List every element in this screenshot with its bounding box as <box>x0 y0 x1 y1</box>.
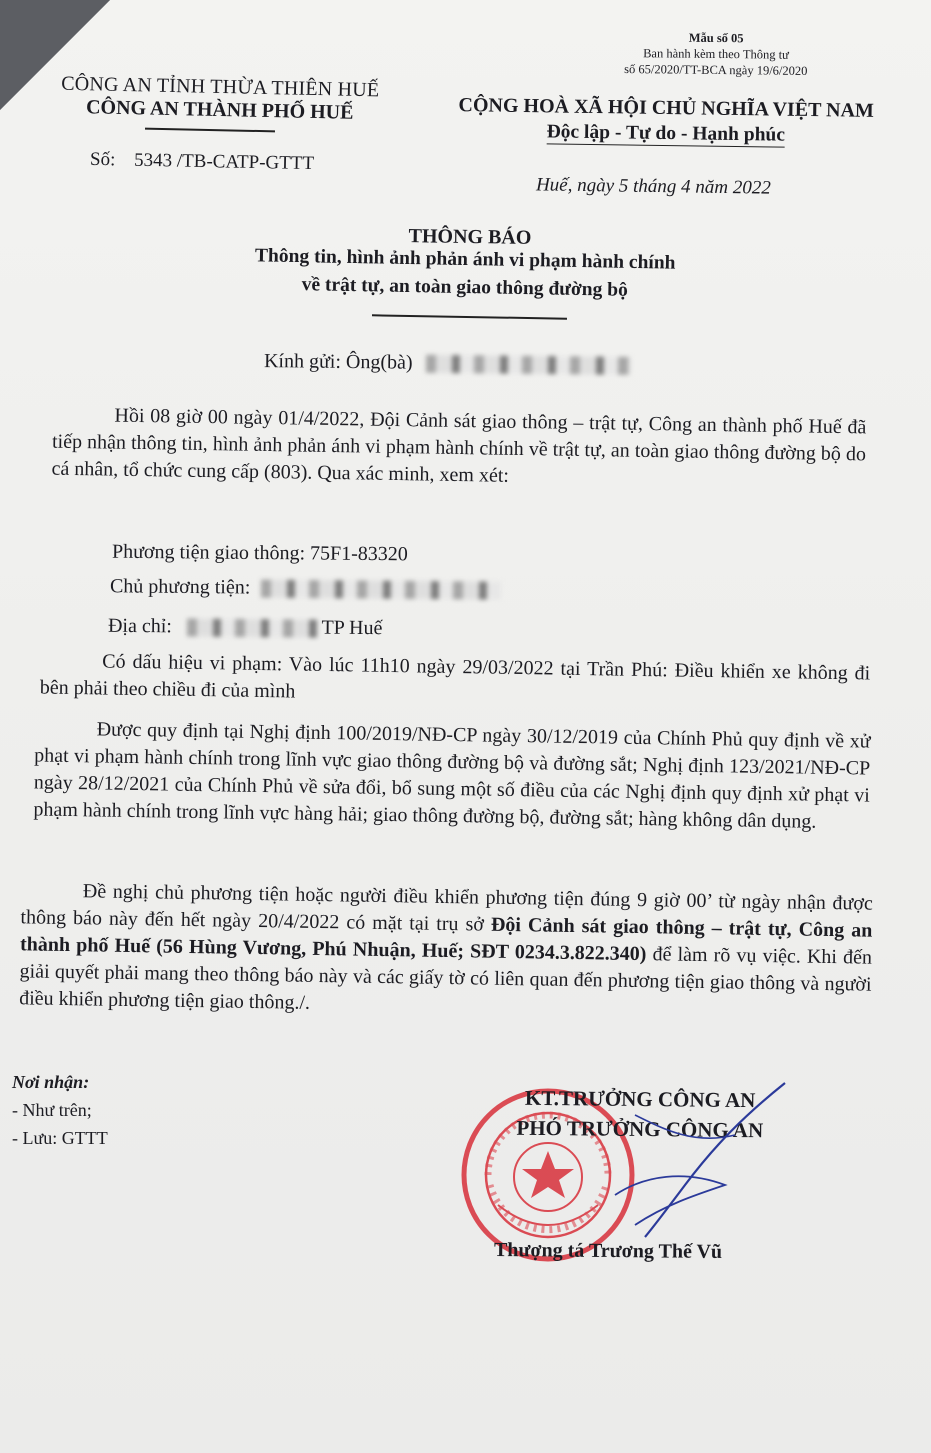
owner-line <box>110 573 502 603</box>
form-circular: số 65/2020/TT-BCA ngày 19/6/2020 <box>624 62 808 78</box>
form-number-block <box>596 29 836 80</box>
subtitle-line-1: Thông tin, hình ảnh phản ánh vi phạm hành chính <box>254 245 676 274</box>
form-issued-with: Ban hành kèm theo Thông tư <box>643 46 789 62</box>
subtitle-line-2: về trật tự, an toàn giao thông đường bộ <box>301 274 629 301</box>
document-number <box>90 149 314 175</box>
signer-name: Thượng tá Trương Thế Vũ <box>493 1239 723 1263</box>
recipient-item-2: - Lưu: GTTT <box>12 1128 108 1148</box>
vehicle-line: Phương tiện giao thông: 75F1-83320 <box>111 540 408 566</box>
agency-name: CÔNG AN THÀNH PHỐ HUẾ <box>85 96 354 124</box>
signature-title-line-1: KT.TRƯỞNG CÔNG AN <box>524 1085 756 1113</box>
request-text-b: để làm rõ vụ việc. Khi đến giải quyết phải mang theo thông báo này và các giấy tờ có liên quan đến phương tiện giao thông và người điều khiển phương tiện giao thông./. <box>19 943 873 1014</box>
form-number: Mẫu số 05 <box>688 30 744 46</box>
paragraph-violation: Có dấu hiệu vi phạm: Vào lúc 11h10 ngày 29/03/2022 tại Trần Phú: Điều khiển xe không đi bên phải theo chiều đi của mình <box>39 650 871 703</box>
address-city: TP Huế <box>321 616 383 640</box>
salutation <box>264 348 631 379</box>
address-line <box>108 613 383 642</box>
document-title: THÔNG BÁO <box>408 225 532 249</box>
recipients-block <box>12 1068 108 1152</box>
salutation-text: Kính gửi: Ông(bà) <box>263 350 413 374</box>
nation-motto: Độc lập - Tự do - Hạnh phúc <box>546 121 786 146</box>
nation-header <box>436 94 897 148</box>
signature-title-line-2: PHÓ TRƯỞNG CÔNG AN <box>516 1115 764 1143</box>
recipients-heading: Nơi nhận: <box>12 1072 90 1092</box>
redacted-recipient-name <box>425 355 630 375</box>
redacted-owner-name <box>261 580 501 600</box>
document-subtitle <box>190 241 741 307</box>
owner-label: Chủ phương tiện: <box>109 575 251 599</box>
paragraph-intro: Hồi 08 giờ 00 ngày 01/4/2022, Đội Cảnh sát giao thông – trật tự, Công an thành phố Huế đã tiếp nhận thông tin, hình ảnh phản ánh vi phạm hành chính về trật tự, an toàn giao thông đường bộ do cá nhân, tổ chức cung cấp (803). Qua xác minh, xem xét: <box>51 404 867 487</box>
request-office-address: Đội Cảnh sát giao thông – trật tự, Công an thành phố Huế (56 Hùng Vương, Phú Nhuận, Huế; SĐT 0234.3.822.340) <box>19 913 873 966</box>
recipient-item-1: - Như trên; <box>12 1100 92 1120</box>
address-label: Địa chỉ: <box>107 614 172 638</box>
agency-parent: CÔNG AN TỈNH THỪA THIÊN HUẾ <box>60 72 380 102</box>
redacted-address <box>187 619 317 638</box>
agency-header <box>40 72 401 126</box>
paragraph-regulation: Được quy định tại Nghị định 100/2019/NĐ-CP ngày 30/12/2019 của Chính Phủ quy định về xử phạt vi phạm hành chính trong lĩnh vực giao thông đường bộ và đường sắt; Nghị định 123/2021/NĐ-CP ngày 28/12/2021 của Chính Phủ về sửa đổi, bổ sung một số điều của các Nghị định quy định xử phạt vi phạm hành chính trong lĩnh vực hàng hải; giao thông đường bộ, đường sắt; hàng không dân dụng. <box>33 718 871 833</box>
document-number-label: Số: <box>89 148 116 171</box>
date-line: Huế, ngày 5 tháng 4 năm 2022 <box>535 174 771 199</box>
handwritten-signature <box>575 1075 815 1245</box>
request-text-a: Đề nghị chủ phương tiện hoặc người điều khiển phương tiện đúng 9 giờ 00’ từ ngày nhận được thông báo này đến hết ngày 20/4/2022 có mặt tại trụ sở <box>20 880 873 936</box>
nation-name: CỘNG HOÀ XÃ HỘI CHỦ NGHĨA VIỆT NAM <box>458 94 875 122</box>
document-number-value: 5343 /TB-CATP-GTTT <box>133 149 315 175</box>
paragraph-request <box>19 877 873 1025</box>
